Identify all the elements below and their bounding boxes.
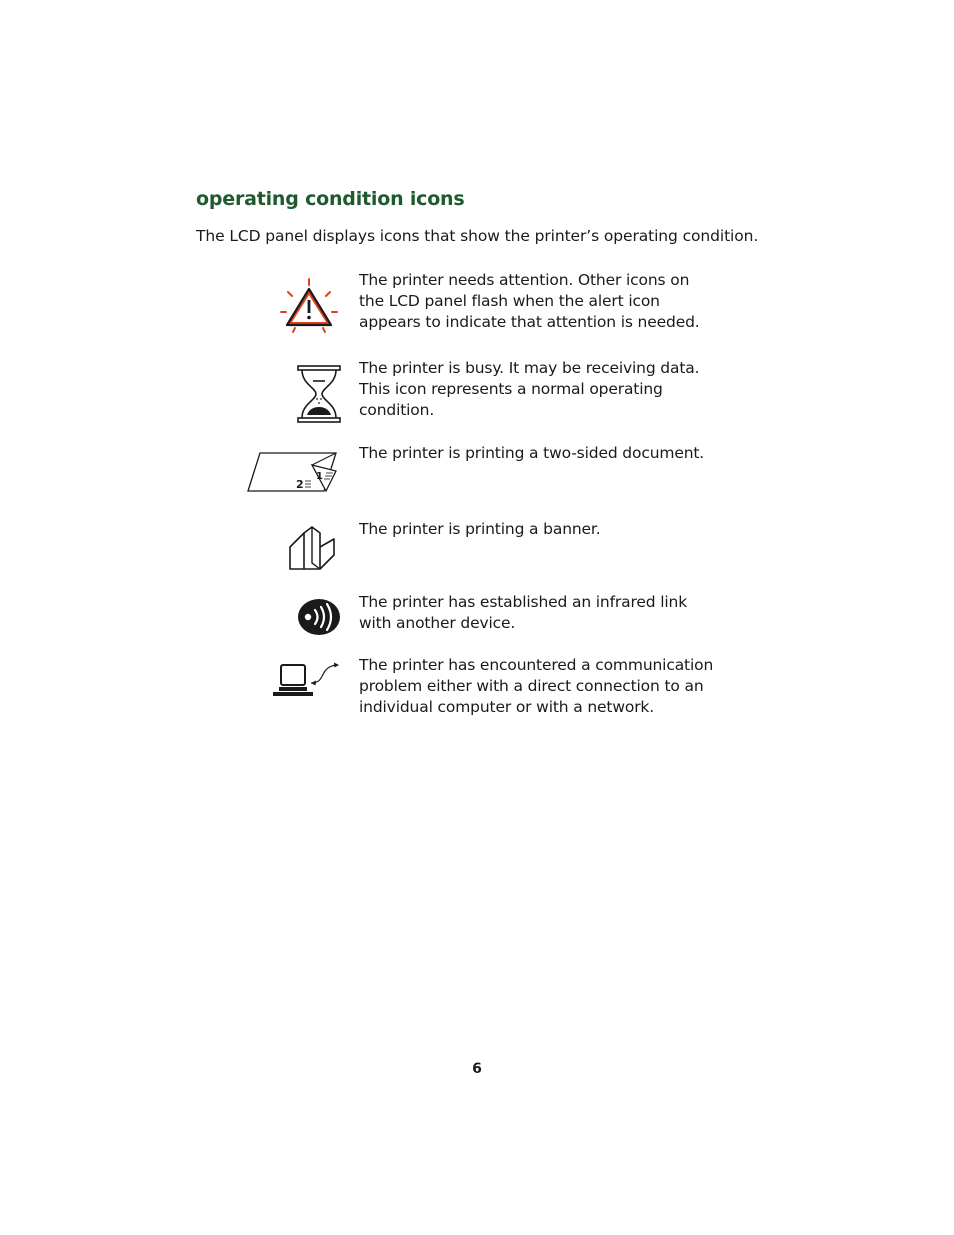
computer-communication-icon xyxy=(271,661,343,701)
communication-description: The printer has encountered a communication problem either with a direct connection to an individual computer or with a network. xyxy=(359,656,714,716)
page-title: operating condition icons xyxy=(196,188,465,210)
infrared-icon xyxy=(297,598,341,636)
back-page-number: 2 xyxy=(296,478,304,491)
front-page-number: 1 xyxy=(316,471,323,482)
two-sided-description: The printer is printing a two-sided document. xyxy=(359,444,705,462)
page-number: 6 xyxy=(472,1061,482,1077)
hourglass-description: The printer is busy. It may be receiving data. This icon represents a normal operating condition. xyxy=(359,359,700,419)
alert-icon xyxy=(278,276,340,338)
alert-description: The printer needs attention. Other icons on the LCD panel flash when the alert icon appears to indicate that attention is needed. xyxy=(359,271,700,331)
banner-icon xyxy=(286,525,340,573)
infrared-description: The printer has established an infrared link with another device. xyxy=(359,593,688,632)
two-sided-document-icon xyxy=(246,451,342,493)
hourglass-icon xyxy=(296,364,342,424)
intro-text: The LCD panel displays icons that show the printer’s operating condition. xyxy=(196,227,759,245)
banner-description: The printer is printing a banner. xyxy=(359,520,601,538)
